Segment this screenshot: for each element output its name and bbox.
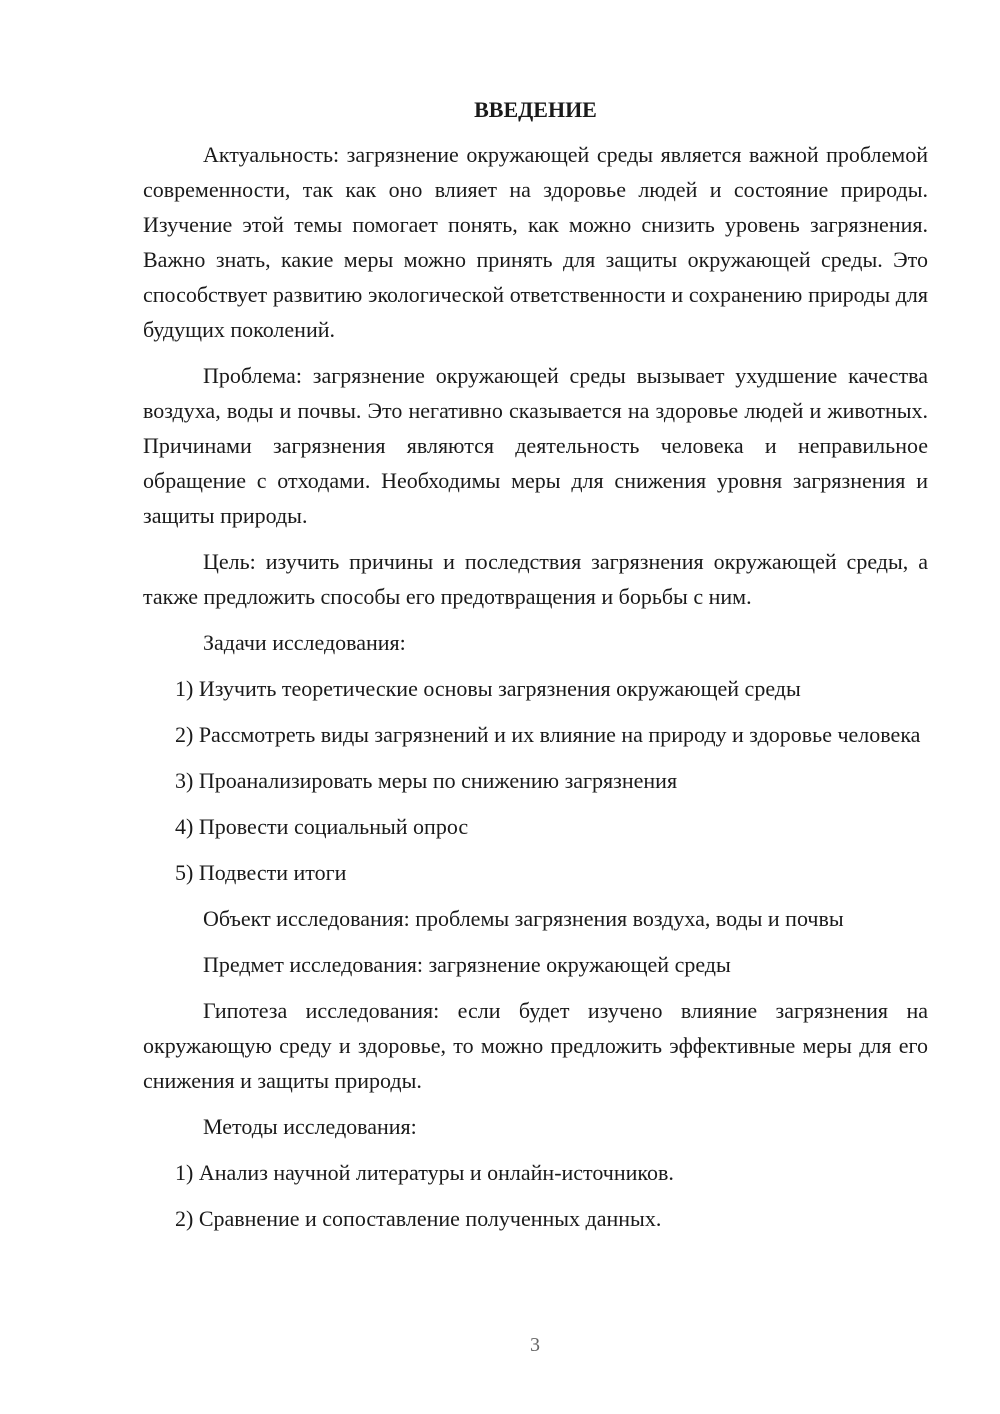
- paragraph-relevance: Актуальность: загрязнение окружающей среды является важной проблемой современности, так как оно влияет на здоровье людей и состояние природы. Изучение этой темы помогает понять, как можно снизить уровень загрязнения. Важно знать, какие меры можно принять для защиты окружающей среды. Это способствует развитию экологической ответственности и сохранению природы для будущих поколений.: [143, 142, 928, 342]
- paragraph-problem: Проблема: загрязнение окружающей среды вызывает ухудшение качества воздуха, воды и почвы. Это негативно сказывается на здоровье людей и животных. Причинами загрязнения являются деятельность человека и неправильное обращение с отходами. Необходимы меры для снижения уровня загрязнения и защиты природы.: [143, 363, 928, 528]
- task-item: 1) Изучить теоретические основы загрязнения окружающей среды: [175, 676, 801, 701]
- methods-heading: Методы исследования:: [203, 1114, 417, 1139]
- task-item: 5) Подвести итоги: [175, 860, 347, 885]
- method-item: 2) Сравнение и сопоставление полученных данных.: [175, 1206, 662, 1231]
- task-item: 2) Рассмотреть виды загрязнений и их влияние на природу и здоровье человека: [175, 722, 921, 747]
- tasks-heading: Задачи исследования:: [203, 630, 406, 655]
- method-item: 1) Анализ научной литературы и онлайн-источников.: [175, 1160, 674, 1185]
- paragraph-goal: Цель: изучить причины и последствия загрязнения окружающей среды, а также предложить способы его предотвращения и борьбы с ним.: [143, 549, 928, 609]
- task-item: 4) Провести социальный опрос: [175, 814, 469, 839]
- section-title: ВВЕДЕНИЕ: [474, 97, 597, 122]
- paragraph-object: Объект исследования: проблемы загрязнения воздуха, воды и почвы: [203, 906, 844, 931]
- task-item: 3) Проанализировать меры по снижению загрязнения: [175, 768, 678, 793]
- paragraph-hypothesis: Гипотеза исследования: если будет изучено влияние загрязнения на окружающую среду и здоровье, то можно предложить эффективные меры для его снижения и защиты природы.: [143, 998, 928, 1093]
- page-content: [143, 92, 928, 1247]
- paragraph-subject: Предмет исследования: загрязнение окружающей среды: [203, 952, 731, 977]
- page-number: 3: [530, 1334, 540, 1356]
